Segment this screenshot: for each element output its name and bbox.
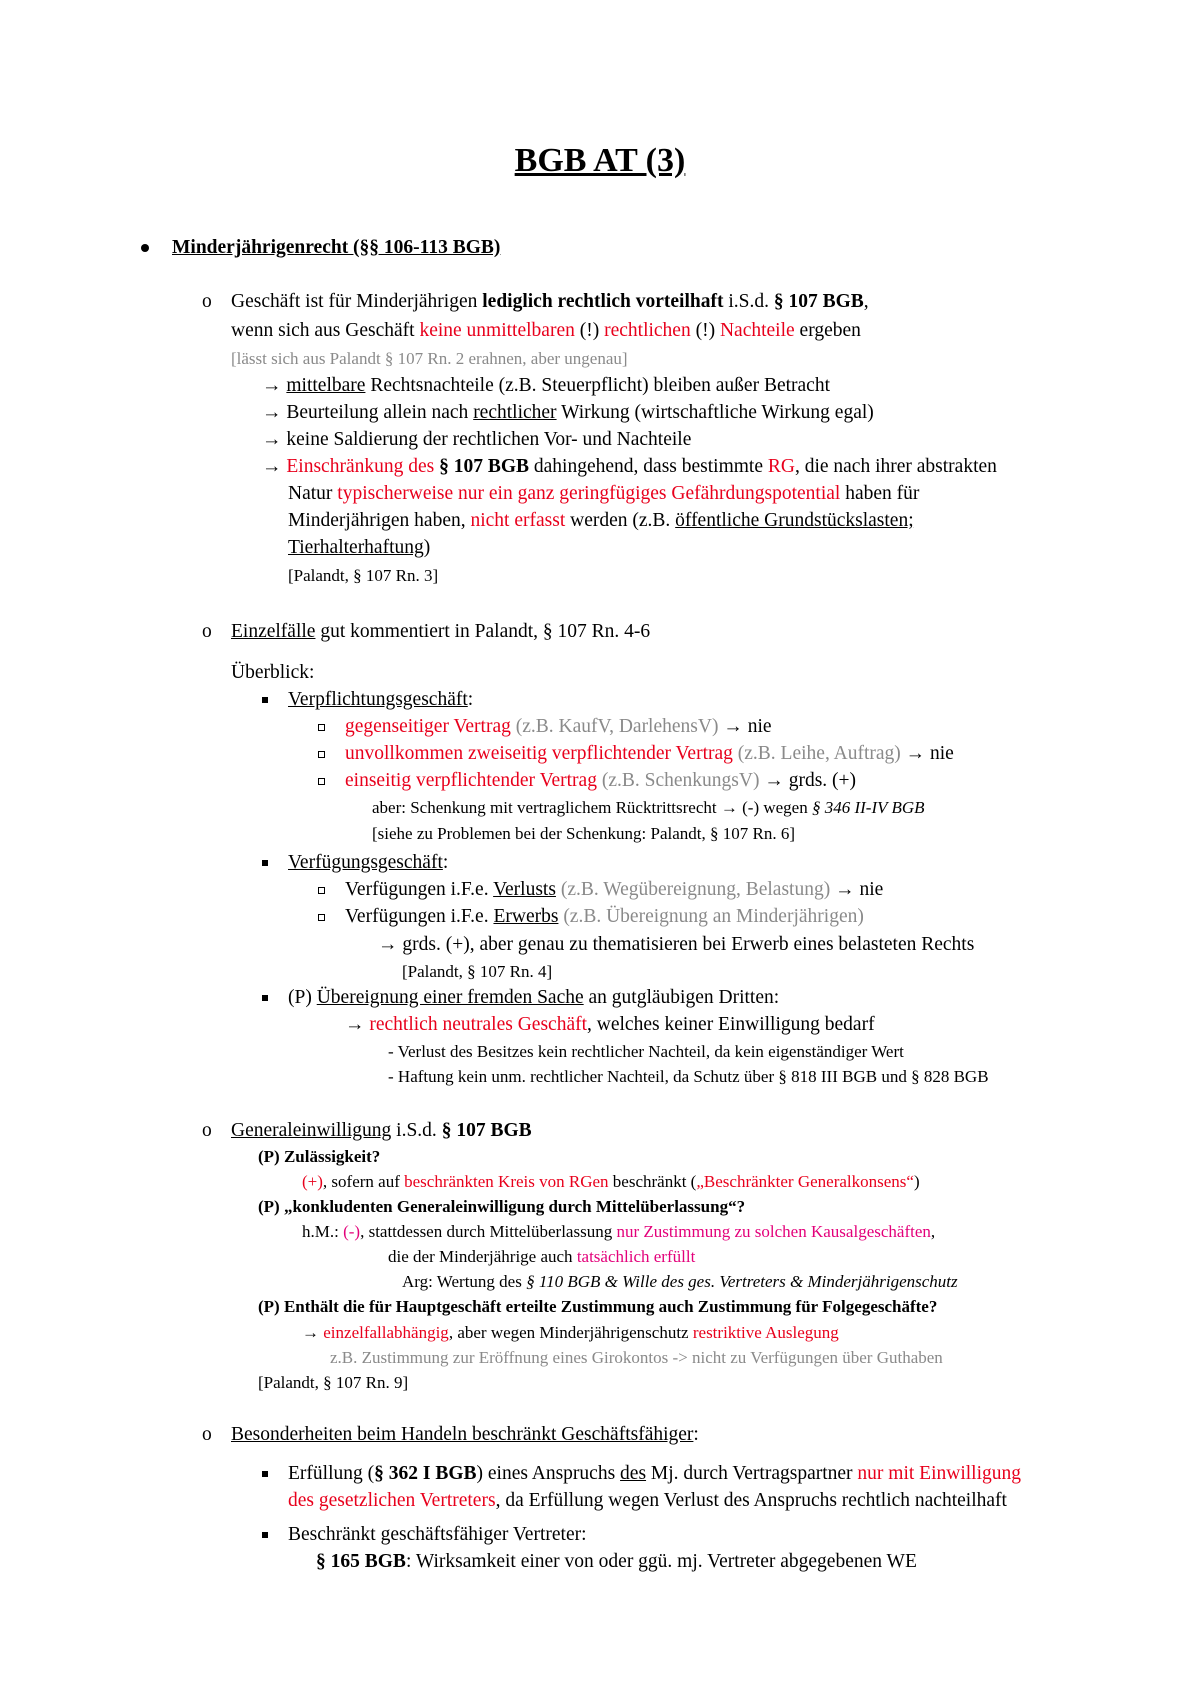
bullet-circle: o xyxy=(202,1120,212,1141)
arrow-line: → Einschränkung des § 107 BGB dahingehend, dass bestimmte RG, die nach ihrer abstrakten xyxy=(262,456,997,477)
text-line: gegenseitiger Vertrag (z.B. KaufV, DarlehensV) → nie xyxy=(345,716,772,737)
arrow-line: → rechtlich neutrales Geschäft, welches keiner Einwilligung bedarf xyxy=(345,1014,875,1035)
citation-note: [Palandt, § 107 Rn. 3] xyxy=(288,566,439,585)
section-heading: Minderjährigenrecht (§§ 106-113 BGB) xyxy=(172,237,501,258)
bullet-circle: o xyxy=(202,621,212,642)
text-line: h.M.: (-), stattdessen durch Mittelüberlassung nur Zustimmung zu solchen Kausalgeschäften, xyxy=(302,1222,936,1241)
bullet-open-square xyxy=(318,778,325,785)
text-line: Minderjährigen haben, nicht erfasst werden (z.B. öffentliche Grundstückslasten; xyxy=(288,510,914,531)
text-line: Natur typischerweise nur ein ganz geringfügiges Gefährdungspotential haben für xyxy=(288,483,920,504)
bullet-dot xyxy=(141,244,149,252)
text-line: Arg: Wertung des § 110 BGB & Wille des ges. Vertreters & Minderjährigenschutz xyxy=(402,1272,958,1291)
text-line: die der Minderjährige auch tatsächlich erfüllt xyxy=(388,1247,696,1266)
text-line: Verpflichtungsgeschäft: xyxy=(288,689,474,710)
citation-note: [lässt sich aus Palandt § 107 Rn. 2 erahnen, aber ungenau] xyxy=(231,349,628,368)
text-line: Besonderheiten beim Handeln beschränkt Geschäftsfähiger: xyxy=(231,1424,699,1445)
bullet-open-square xyxy=(318,914,325,921)
text-line: § 165 BGB: Wirksamkeit einer von oder ggü. mj. Vertreter abgegebenen WE xyxy=(316,1551,917,1572)
bullet-circle: o xyxy=(202,1424,212,1445)
bullet-circle: o xyxy=(202,291,212,312)
citation-note: [Palandt, § 107 Rn. 9] xyxy=(258,1373,409,1392)
text-line: Generaleinwilligung i.S.d. § 107 BGB xyxy=(231,1120,532,1141)
bullet-square xyxy=(262,860,268,866)
arrow-line: → einzelfallabhängig, aber wegen Minderjährigenschutz restriktive Auslegung xyxy=(302,1323,839,1342)
text-line: des gesetzlichen Vertreters, da Erfüllung wegen Verlust des Anspruchs rechtlich nachteilhaft xyxy=(288,1490,1007,1511)
text-line: Tierhalterhaftung) xyxy=(288,537,431,558)
arrow-line: → grds. (+), aber genau zu thematisieren bei Erwerb eines belasteten Rechts xyxy=(378,934,975,955)
bullet-open-square xyxy=(318,887,325,894)
bullet-open-square xyxy=(318,751,325,758)
text-line: Verfügungsgeschäft: xyxy=(288,852,449,873)
text-line: Einzelfälle gut kommentiert in Palandt, § 107 Rn. 4-6 xyxy=(231,621,651,642)
text-line: einseitig verpflichtender Vertrag (z.B. SchenkungsV) → grds. (+) xyxy=(345,770,857,791)
text-line: Beschränkt geschäftsfähiger Vertreter: xyxy=(288,1524,587,1545)
citation-note: [siehe zu Problemen bei der Schenkung: Palandt, § 107 Rn. 6] xyxy=(372,824,796,843)
text-line: (+), sofern auf beschränkten Kreis von RGen beschränkt („Beschränkter Generalkonsens“) xyxy=(302,1172,920,1191)
bullet-open-square xyxy=(318,724,325,731)
text-line: unvollkommen zweiseitig verpflichtender Vertrag (z.B. Leihe, Auftrag) → nie xyxy=(345,743,954,764)
bullet-square xyxy=(262,1471,268,1477)
citation-note: [Palandt, § 107 Rn. 4] xyxy=(402,962,553,981)
text-line: Überblick: xyxy=(231,662,315,683)
text-line: - Verlust des Besitzes kein rechtlicher Nachteil, da kein eigenständiger Wert xyxy=(388,1042,904,1061)
problem-heading: (P) Zulässigkeit? xyxy=(258,1147,381,1166)
problem-heading: (P) „konkludenten Generaleinwilligung durch Mittelüberlassung“? xyxy=(258,1197,746,1216)
text-line: (P) Übereignung einer fremden Sache an gutgläubigen Dritten: xyxy=(288,987,780,1008)
text-line: z.B. Zustimmung zur Eröffnung eines Girokontos -> nicht zu Verfügungen über Guthaben xyxy=(330,1348,943,1367)
text-line: Geschäft ist für Minderjährigen lediglich rechtlich vorteilhaft i.S.d. § 107 BGB, xyxy=(231,291,869,312)
text-line: - Haftung kein unm. rechtlicher Nachteil, da Schutz über § 818 III BGB und § 828 BGB xyxy=(388,1067,989,1086)
problem-heading: (P) Enthält die für Hauptgeschäft erteilte Zustimmung auch Zustimmung für Folgegeschäfte? xyxy=(258,1297,938,1316)
bullet-square xyxy=(262,995,268,1001)
arrow-line: → Beurteilung allein nach rechtlicher Wirkung (wirtschaftliche Wirkung egal) xyxy=(262,402,874,423)
text-line: Verfügungen i.F.e. Verlusts (z.B. Wegübereignung, Belastung) → nie xyxy=(345,879,884,900)
text-line: aber: Schenkung mit vertraglichem Rücktrittsrecht → (-) wegen § 346 II-IV BGB xyxy=(372,798,925,817)
arrow-line: → mittelbare Rechtsnachteile (z.B. Steuerpflicht) bleiben außer Betracht xyxy=(262,375,831,396)
text-line: wenn sich aus Geschäft keine unmittelbaren (!) rechtlichen (!) Nachteile ergeben xyxy=(231,320,861,341)
bullet-square xyxy=(262,697,268,703)
page-title: BGB AT (3) xyxy=(514,142,686,179)
text-line: Verfügungen i.F.e. Erwerbs (z.B. Übereignung an Minderjährigen) xyxy=(345,906,864,927)
bullet-square xyxy=(262,1532,268,1538)
text-line: Erfüllung (§ 362 I BGB) eines Anspruchs des Mj. durch Vertragspartner nur mit Einwilligung xyxy=(288,1463,1022,1484)
arrow-line: → keine Saldierung der rechtlichen Vor- und Nachteile xyxy=(262,429,692,450)
